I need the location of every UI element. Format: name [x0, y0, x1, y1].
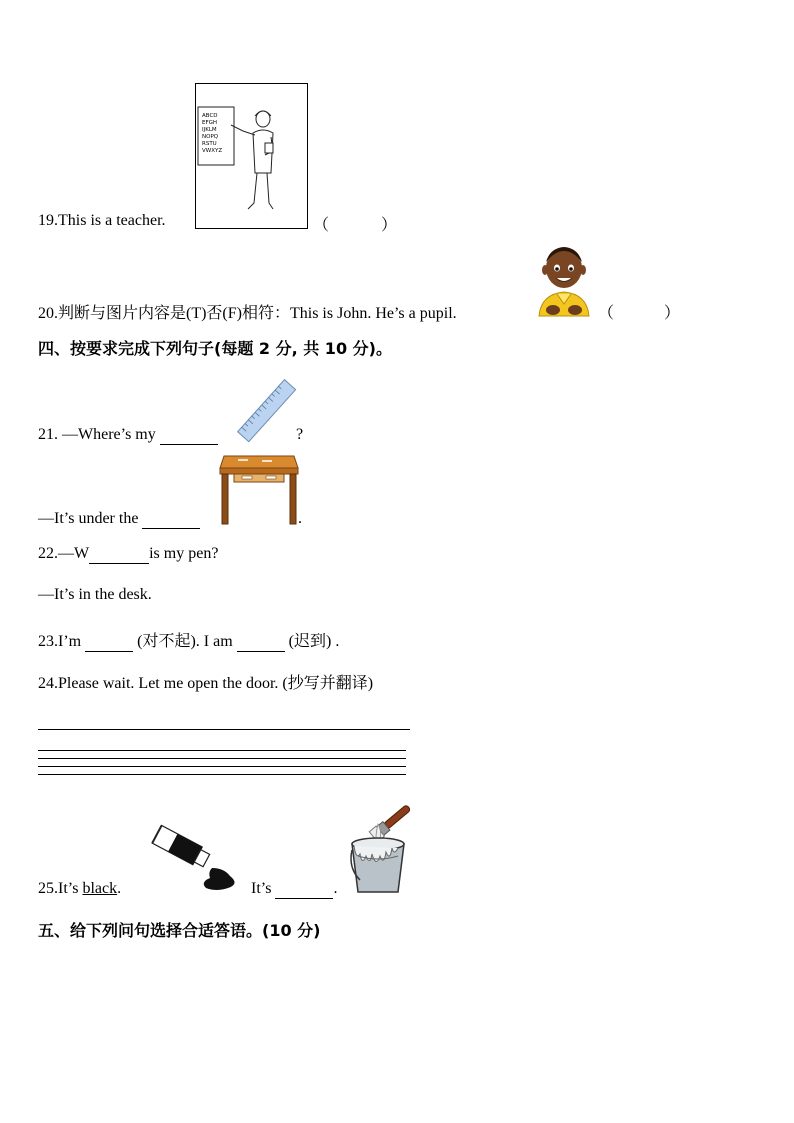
board-line: IJKLM — [202, 127, 217, 133]
writing-line[interactable] — [38, 758, 406, 759]
q20-text: 20.判断与图片内容是(T)否(F)相符：This is John. He’s a pupil. — [38, 305, 457, 322]
writing-line[interactable] — [38, 729, 410, 730]
q19-text: 19.This is a teacher. — [38, 212, 166, 229]
q25-second: It’s . — [251, 880, 338, 897]
q20-sentence — [38, 300, 457, 323]
q21-line2-suffix: . — [298, 510, 302, 527]
board-line: ABCD — [202, 113, 218, 119]
q22-line1: 22.—W is my pen? — [38, 545, 219, 562]
board-line: EFGH — [202, 120, 218, 126]
q22-line2: —It’s in the desk. — [38, 586, 152, 603]
q21-blank-1[interactable] — [160, 426, 218, 445]
q25-sentence: 25.It’s black. — [38, 880, 122, 897]
teacher-illustration — [195, 83, 308, 229]
q23-sentence: 23.I’m (对不起). I am (迟到) . — [38, 633, 340, 650]
q24-sentence: 24.Please wait. Let me open the door. (抄写并翻译) — [38, 675, 374, 692]
q25-answer-word: black — [82, 880, 118, 897]
q21-line1: 21. —Where’s my — [38, 426, 218, 445]
section-four-title: 四、按要求完成下列句子(每题 2 分, 共 10 分)。 — [38, 339, 392, 358]
writing-line[interactable] — [38, 774, 406, 775]
writing-line[interactable] — [38, 750, 406, 751]
q21-line2: —It’s under the — [38, 510, 200, 529]
q25-blank[interactable] — [275, 880, 333, 899]
writing-line[interactable] — [38, 766, 406, 767]
q23-blank-1[interactable] — [85, 633, 133, 652]
board-line: VWXYZ — [202, 148, 223, 154]
board-line: RSTU — [202, 141, 217, 147]
q20-answer-paren[interactable]: （ ） — [598, 305, 681, 322]
ruler-illustration — [236, 378, 298, 444]
q19-answer-paren[interactable]: （ ） — [313, 217, 398, 234]
q22-blank[interactable] — [89, 545, 149, 564]
section-five-title: 五、给下列问句选择合适答语。(10 分) — [38, 921, 321, 940]
q19-sentence — [38, 212, 166, 230]
desk-illustration — [218, 452, 300, 526]
boy-illustration — [533, 244, 595, 318]
paint-tube-illustration — [146, 824, 242, 892]
q21-blank-2[interactable] — [142, 510, 200, 529]
board-line: NOPQ — [202, 134, 219, 140]
q23-blank-2[interactable] — [237, 633, 285, 652]
paint-bucket-illustration — [344, 794, 426, 896]
q21-line1-suffix: ? — [296, 426, 304, 443]
